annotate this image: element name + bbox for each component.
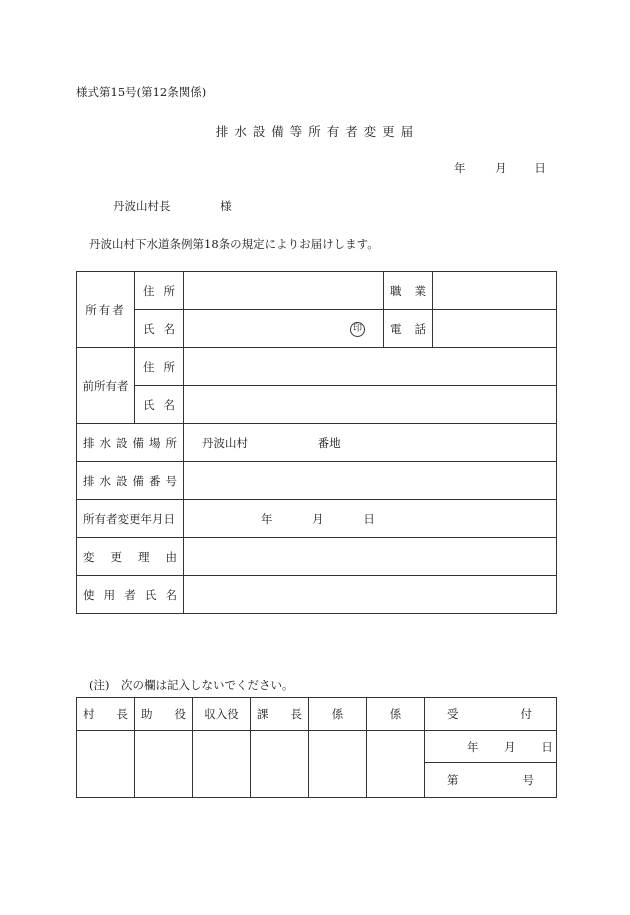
occupation-input[interactable] — [433, 272, 557, 310]
header-staff-1: 係 — [309, 698, 367, 731]
date-day: 日 — [534, 161, 546, 175]
user-name-input[interactable] — [184, 576, 557, 614]
intro-text: 丹波山村下水道条例第18条の規定によりお届けします。 — [89, 237, 379, 251]
submission-date — [454, 160, 546, 176]
receipt-day: 日 — [541, 739, 553, 754]
addressee — [113, 198, 232, 214]
reason-label: 変 更 理 由 — [77, 538, 184, 576]
change-day: 日 — [363, 511, 375, 526]
reason-input[interactable] — [184, 538, 557, 576]
receipt-month: 月 — [504, 739, 516, 754]
prev-address-input[interactable] — [184, 348, 557, 386]
seal-icon: 印 — [350, 322, 365, 337]
stamp-staff-1[interactable] — [309, 731, 367, 798]
header-staff-2: 係 — [367, 698, 425, 731]
change-date-input[interactable] — [184, 500, 557, 538]
facility-number-input[interactable] — [184, 462, 557, 500]
date-month: 月 — [495, 161, 507, 175]
owner-address-label: 住 所 — [135, 272, 184, 310]
form-title: 排 水 設 備 等 所 有 者 変 更 届 — [215, 124, 415, 139]
phone-input[interactable] — [433, 310, 557, 348]
receipt-date[interactable] — [425, 731, 557, 763]
occupation-label: 職 業 — [384, 272, 433, 310]
stamp-staff-2[interactable] — [367, 731, 425, 798]
stamp-section-chief[interactable] — [251, 731, 309, 798]
location-input[interactable] — [184, 424, 557, 462]
owner-name-input[interactable] — [184, 310, 384, 348]
number-prefix: 第 — [447, 773, 459, 787]
user-name-label: 使 用 者 氏 名 — [77, 576, 184, 614]
prev-address-label: 住 所 — [135, 348, 184, 386]
number-suffix: 号 — [522, 773, 534, 787]
change-month: 月 — [312, 511, 324, 526]
prev-name-label: 氏 名 — [135, 386, 184, 424]
change-date-label: 所有者変更年月日 — [77, 500, 184, 538]
office-note: (注) 次の欄は記入しないでください。 — [89, 678, 294, 692]
stamp-deputy[interactable] — [135, 731, 193, 798]
owner-label-cell: 所有者 — [77, 272, 135, 348]
change-year: 年 — [261, 511, 273, 526]
location-village: 丹波山村 — [202, 435, 248, 450]
owner-address-input[interactable] — [184, 272, 384, 310]
stamp-treasurer[interactable] — [193, 731, 251, 798]
phone-label: 電 話 — [384, 310, 433, 348]
stamp-village-head[interactable] — [77, 731, 135, 798]
receipt-number[interactable] — [425, 763, 557, 798]
header-section-chief: 課 長 — [251, 698, 309, 731]
addressee-honorific: 様 — [220, 199, 232, 213]
prev-name-input[interactable] — [184, 386, 557, 424]
owner-name-label: 氏 名 — [135, 310, 184, 348]
location-banchi: 番地 — [317, 435, 341, 450]
header-village-head: 村 長 — [77, 698, 135, 731]
main-form-table — [76, 271, 557, 614]
receipt-year: 年 — [467, 739, 479, 754]
form-number: 様式第15号(第12条関係) — [76, 85, 207, 99]
prev-owner-label-cell: 前所有者 — [77, 348, 135, 424]
header-treasurer: 収入役 — [193, 698, 251, 731]
location-label: 排 水 設 備 場 所 — [77, 424, 184, 462]
date-year: 年 — [454, 161, 466, 175]
office-use-table — [76, 697, 557, 798]
addressee-name: 丹波山村長 — [113, 199, 171, 213]
header-deputy: 助 役 — [135, 698, 193, 731]
receipt-header: 受 付 — [425, 698, 557, 731]
facility-number-label: 排 水 設 備 番 号 — [77, 462, 184, 500]
